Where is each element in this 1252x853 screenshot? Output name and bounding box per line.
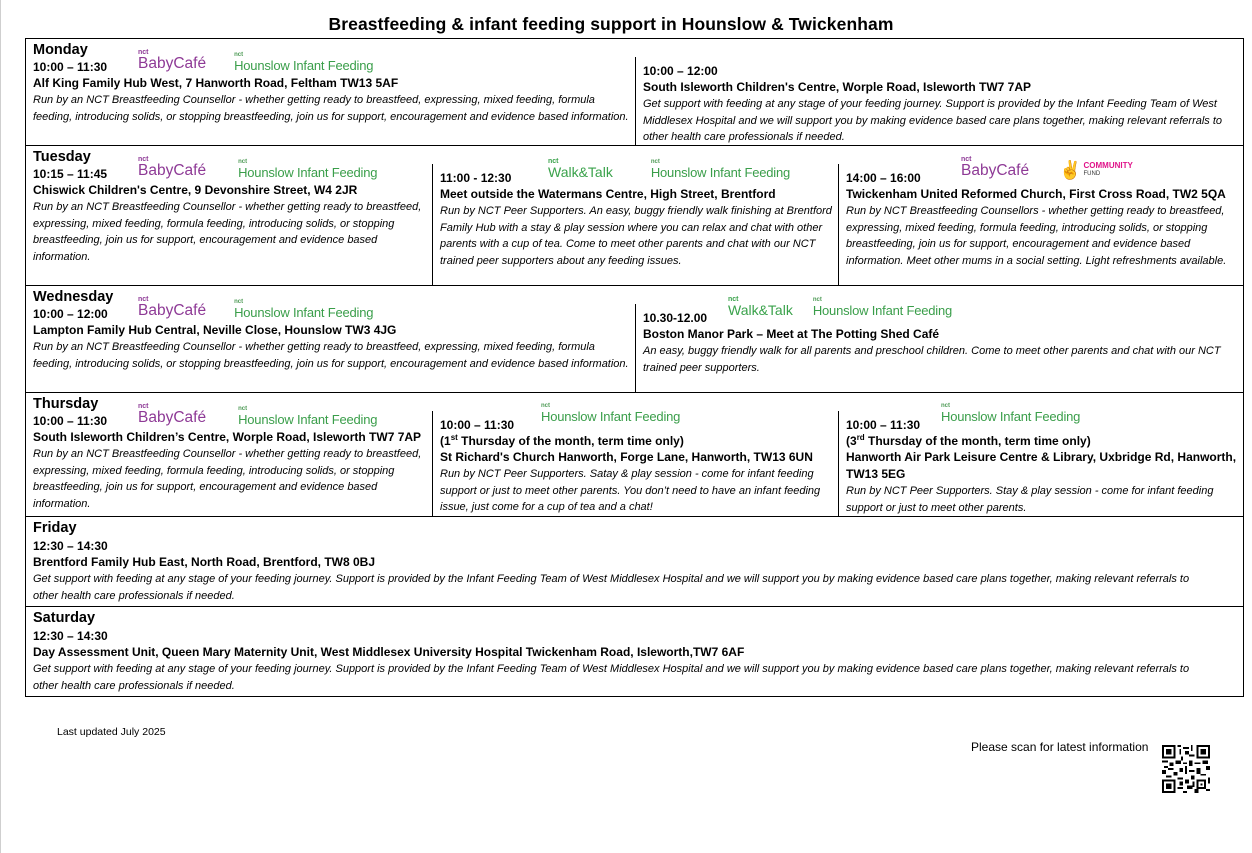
last-updated-text: Last updated July 2025 [57, 726, 166, 738]
babycafe-logo: nct BabyCafé [138, 49, 207, 72]
session-venue: Chiswick Children's Centre, 9 Devonshire Street, W4 2JR [33, 183, 358, 197]
session-description: Run by NCT Peer Supporters. Stay & play session - come for infant feeding support or just to meet other parents. [846, 485, 1214, 514]
hounslow-infant-feeding-logo: nct Hounslow Infant Feeding [650, 159, 791, 180]
session-time: 10:00 – 12:00 [643, 64, 718, 78]
session-time: 10:00 – 12:00 [33, 307, 108, 321]
session-cell [26, 517, 1243, 606]
session-time: 12:30 – 14:30 [33, 629, 108, 643]
session-description: Run by an NCT Breastfeeding Counsellor - whether getting ready to breastfeed, expressing, mixed feeding, formula feeding, introducing solids, or stopping breastfeeding, join us for support, encouragement and evidence based information. [33, 448, 422, 510]
session-time: 10:00 – 11:30 [440, 418, 515, 432]
session-note: (3rd Thursday of the month, term time only) [846, 433, 1091, 448]
day-row-friday [26, 516, 1243, 606]
session-cell [26, 286, 635, 392]
babycafe-logo: nct BabyCafé [138, 156, 207, 179]
session-time: 10:00 – 11:30 [846, 418, 921, 432]
session-venue: Day Assessment Unit, Queen Mary Maternity Unit, West Middlesex University Hospital Twickenham Road, Isleworth,TW7 6AF [33, 645, 745, 659]
page-title: Breastfeeding & infant feeding support in Hounslow & Twickenham [328, 14, 894, 34]
day-row-saturday [26, 606, 1243, 696]
session-time: 12:30 – 14:30 [33, 539, 108, 553]
session-description: Run by NCT Peer Supporters. An easy, buggy friendly walk finishing at Brentford Family Hub with a stay & play session where you can relax and chat with other parents with a cup of tea. Come to meet other parents and chat with our NCT trained peer supporters about any feeding issues. [440, 205, 832, 267]
hounslow-infant-feeding-logo: nct Hounslow Infant Feeding [234, 298, 374, 320]
hounslow-infant-feeding-logo: nct Hounslow Infant Feeding [812, 297, 953, 318]
session-venue: Brentford Family Hub East, North Road, Brentford, TW8 0BJ [33, 555, 376, 569]
session-description: An easy, buggy friendly walk for all parents and preschool children. Come to meet other parents and chat with our NCT trained peer supporters. [643, 345, 1221, 374]
babycafe-logo: nct BabyCafé [138, 403, 207, 426]
day-label: Friday [33, 520, 77, 536]
day-row-thursday [26, 392, 1243, 516]
session-venue: South Isleworth Children’s Centre, Worple Road, Isleworth TW7 7AP [33, 430, 422, 444]
session-cell [838, 403, 1243, 516]
session-venue: Hanworth Air Park Leisure Centre & Library, Uxbridge Rd, Hanworth, TW13 5EG [846, 450, 1237, 481]
session-cell [26, 607, 1243, 696]
session-cell [432, 403, 838, 516]
day-label: Tuesday [33, 149, 91, 165]
session-cell [26, 146, 432, 285]
qr-code-icon[interactable] [1162, 745, 1210, 793]
session-time: 10.30-12.00 [643, 311, 708, 325]
day-label: Saturday [33, 610, 96, 626]
babycafe-logo: nct BabyCafé [961, 156, 1030, 179]
session-venue: Lampton Family Hub Central, Neville Close, Hounslow TW3 4JG [33, 323, 397, 337]
babycafe-logo: nct BabyCafé [138, 296, 207, 319]
session-cell [838, 156, 1243, 285]
session-description: Get support with feeding at any stage of your feeding journey. Support is provided by the Infant Feeding Team of West Middlesex Hospital and we will support you by making evidence based care plans together, making relevant referrals to other health care professionals if needed. [33, 573, 1190, 602]
session-cell [635, 57, 1243, 145]
scan-prompt-text: Please scan for latest information [971, 740, 1149, 754]
walk-and-talk-logo: nct Walk&Talk [728, 296, 793, 318]
session-cell [635, 296, 1243, 392]
schedule-table [25, 38, 1244, 697]
session-description: Run by an NCT Breastfeeding Counsellor - whether getting ready to breastfeed, expressing, mixed feeding, formula feeding, introducing solids, or stopping breastfeeding, join us for support, encouragement and evidence based information. [33, 341, 629, 370]
hounslow-infant-feeding-logo: nct Hounslow Infant Feeding [234, 51, 374, 73]
session-cell [26, 39, 635, 145]
hounslow-infant-feeding-logo: nct Hounslow Infant Feeding [238, 405, 378, 427]
hounslow-infant-feeding-logo: nct Hounslow Infant Feeding [941, 403, 1081, 424]
walk-and-talk-logo: nct Walk&Talk [548, 158, 613, 180]
hounslow-infant-feeding-logo: nct Hounslow Infant Feeding [541, 403, 681, 424]
crossed-fingers-icon: ✌ [1059, 159, 1082, 180]
session-time: 10:00 – 11:30 [33, 60, 108, 74]
community-fund-logo: ✌ COMMUNITY FUND [1059, 159, 1133, 180]
session-description: Run by an NCT Breastfeeding Counsellor - whether getting ready to breastfeed, expressing, mixed feeding, formula feeding, introducing solids, or stopping breastfeeding, join us for support, encouragement and evidence based information. [33, 94, 629, 123]
session-description: Get support with feeding at any stage of your feeding journey. Support is provided by the Infant Feeding Team of West Middlesex Hospital and we will support you by making evidence based care plans together, making relevant referrals to other health care professionals if needed. [643, 98, 1223, 143]
session-time: 11:00 - 12:30 [440, 171, 512, 185]
session-venue: St Richard's Church Hanworth, Forge Lane, Hanworth, TW13 6UN [440, 450, 813, 464]
session-description: Run by NCT Peer Supporters. Satay & play session - come for infant feeding support or just to meet other parents. You don’t need to have an infant feeding issue, just come for a cup of tea and a chat! [440, 468, 821, 513]
day-label: Monday [33, 42, 88, 58]
day-row-tuesday [26, 145, 1243, 285]
session-venue: Boston Manor Park – Meet at The Potting Shed Café [643, 327, 940, 341]
session-venue: Alf King Family Hub West, 7 Hanworth Road, Feltham TW13 5AF [33, 76, 399, 90]
session-description: Run by NCT Breastfeeding Counsellors - whether getting ready to breastfeed, expressing, mixed feeding, formula feeding, introducing solids, or stopping breastfeeding, join us for support, encouragement and evidence based information. Meet other mums in a social setting. Light refreshments available. [846, 205, 1227, 267]
day-row-monday [26, 39, 1243, 145]
session-time: 10:15 – 11:45 [33, 167, 108, 181]
session-venue: Twickenham United Reformed Church, First Cross Road, TW2 5QA [846, 187, 1226, 201]
session-description: Get support with feeding at any stage of your feeding journey. Support is provided by the Infant Feeding Team of West Middlesex Hospital and we will support you by making evidence based care plans together, making relevant referrals to other health care professionals if needed. [33, 663, 1190, 692]
session-cell [432, 158, 838, 285]
session-description: Run by an NCT Breastfeeding Counsellor - whether getting ready to breastfeed, expressing, mixed feeding, formula feeding, introducing solids, or stopping breastfeeding, join us for support, encouragement and evidence based information. [33, 201, 422, 263]
session-venue: Meet outside the Watermans Centre, High Street, Brentford [440, 187, 776, 201]
session-note: (1st Thursday of the month, term time only) [440, 433, 684, 448]
session-cell [26, 393, 432, 516]
session-time: 10:00 – 11:30 [33, 414, 108, 428]
session-venue: South Isleworth Children's Centre, Worple Road, Isleworth TW7 7AP [643, 80, 1032, 94]
session-time: 14:00 – 16:00 [846, 171, 921, 185]
day-label: Wednesday [33, 289, 114, 305]
day-row-wednesday [26, 285, 1243, 392]
hounslow-infant-feeding-logo: nct Hounslow Infant Feeding [238, 158, 378, 180]
day-label: Thursday [33, 396, 99, 412]
